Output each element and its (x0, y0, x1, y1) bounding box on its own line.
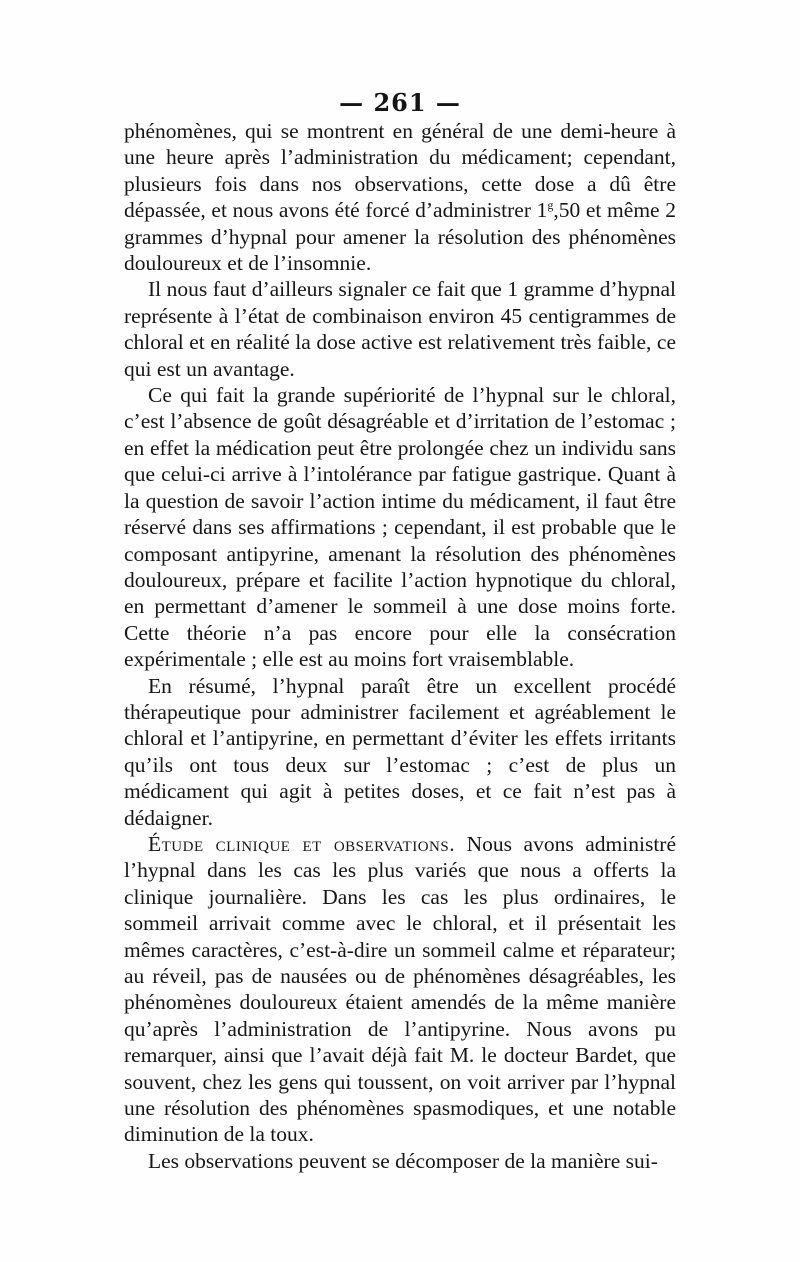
gram-superscript: g (547, 198, 554, 213)
paragraph-1-text-end: ,50 et même 2 grammes d’hypnal pour amener la résolution des phénomènes douloureux et de l’insomnie. (124, 198, 676, 276)
paragraph-5-text: Nous avons administré l’hypnal dans les cas les plus variés que nous a offerts la clinique journalière. Dans les cas les plus ordinaires, le sommeil arrivait comme avec le chloral, et il présentait les mêmes caractères, c’est-à-dire un sommeil calme et réparateur; au réveil, pas de nausées ou de phénomènes désagréables, les phénomènes douloureux étaient amendés de la même manière qu’après l’administration de l’antipyrine. Nous avons pu remarquer, ainsi que l’avait déjà fait M. le docteur Bardet, que souvent, chez les gens qui toussent, on voit arriver par l’hypnal une résolution des phénomènes spasmodiques, et une notable diminution de la toux. (124, 831, 676, 1147)
body-text (124, 118, 676, 1174)
paragraph-6: Les observations peuvent se décomposer de la manière sui- (148, 1148, 658, 1173)
page-number: — 261 — (339, 88, 461, 117)
paragraph-3: Ce qui fait la grande supériorité de l’hypnal sur le chloral, c’est l’absence de goût désagréable et d’irritation de l’estomac ; en effet la médication peut être prolongée chez un individu sans que celui-ci arrive à l’intolérance par fatigue gastrique. Quant à la question de savoir l’action intime du médicament, il faut être réservé dans ses affirmations ; cependant, il est probable que le composant antipyrine, amenant la résolution des phénomènes douloureux, prépare et facilite l’action hypnotique du chloral, en permettant d’amener le sommeil à une dose moins forte. Cette théorie n’a pas encore pour elle la consécration expérimentale ; elle est au moins fort vraisemblable. (124, 383, 676, 672)
paragraph-5 (124, 831, 676, 1148)
section-heading: Étude clinique et observations. (148, 831, 456, 856)
paragraph-2: Il nous faut d’ailleurs signaler ce fait que 1 gramme d’hypnal représente à l’état de combinaison environ 45 centigrammes de chloral et en réalité la dose active est relativement très faible, ce qui est un avantage. (124, 277, 676, 381)
paragraph-4: En résumé, l’hypnal paraît être un excellent procédé thérapeutique pour administrer facilement et agréablement le chloral et l’antipyrine, en permettant d’éviter les effets irritants qu’ils ont tous deux sur l’estomac ; c’est de plus un médicament qui agit à petites doses, et ce fait n’est pas à dédaigner. (124, 673, 676, 830)
paragraph-1-text: phénomènes, qui se montrent en général de une demi-heure à une heure après l’administration du médicament; cependant, plusieurs fois dans nos observations, cette dose a dû être dépassée, et nous avons été forcé d’administrer 1 (124, 119, 676, 223)
paragraph-1 (124, 118, 676, 276)
